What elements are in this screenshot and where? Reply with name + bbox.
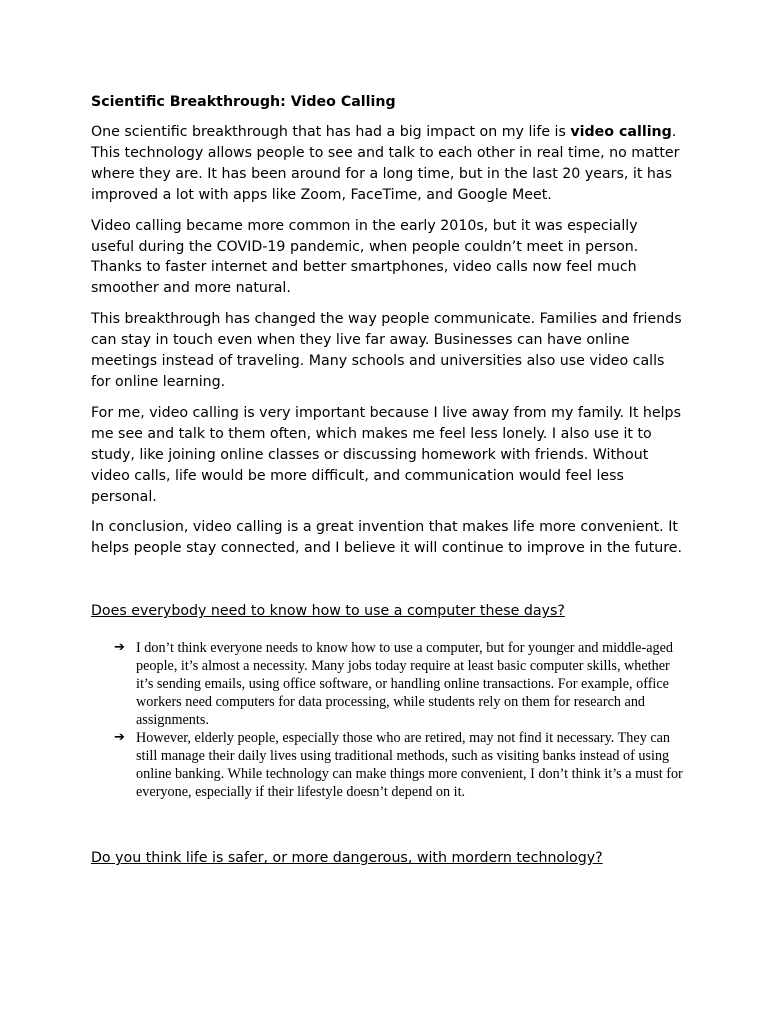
arrow-right-icon: ➔ <box>114 730 125 746</box>
bullet-text: However, elderly people, especially those who are retired, may not find it necessary. They can still manage their daily lives using traditional methods, such as visiting banks instead of using online banking. While technology can make things more convenient, I don’t think it’s a must for everyone, especially if their lifestyle doesn’t depend on it. <box>136 730 683 801</box>
section-gap <box>91 569 683 601</box>
paragraph-personal: For me, video calling is very important because I live away from my family. It helps me see and talk to them often, which makes me feel less lonely. I also use it to study, like joining online classes or discussing homework with friends. Without video calls, life would be more difficult, and communication would feel less personal. <box>91 404 681 505</box>
paragraph-intro-end: . This technology allows people to see and talk to each other in real time, no matter where they are. It has been around for a long time, but in the last 20 years, it has improved a lot with apps like Zoom, FaceTime, and Google Meet. <box>91 124 680 203</box>
bullet-item <box>91 639 683 729</box>
paragraph-intro <box>91 122 683 206</box>
answer-bullet-list <box>91 639 683 801</box>
section-gap <box>91 801 683 848</box>
arrow-right-icon: ➔ <box>114 640 125 656</box>
bullet-text: I don’t think everyone needs to know how to use a computer, but for younger and middle-aged people, it’s almost a necessity. Many jobs today require at least basic computer skills, whether it’s sending emails, using office software, or handling online transactions. For example, office workers need computers for data processing, while students rely on them for research and assignments. <box>136 640 673 729</box>
paragraph-intro-start: One scientific breakthrough that has had a big impact on my life is <box>91 124 571 140</box>
question-computer-usage: Does everybody need to know how to use a computer these days? <box>91 603 565 620</box>
paragraph-conclusion: In conclusion, video calling is a great invention that makes life more convenient. It helps people stay connected, and I believe it will continue to improve in the future. <box>91 519 682 557</box>
paragraph-intro-emphasis: video calling <box>570 124 672 140</box>
document-page <box>91 92 683 868</box>
bullet-item <box>91 729 683 801</box>
paragraph-history: Video calling became more common in the early 2010s, but it was especially useful during the COVID-19 pandemic, when people couldn’t meet in person. Thanks to faster internet and better smartphones, video calls now feel much smoother and more natural. <box>91 217 639 297</box>
document-title: Scientific Breakthrough: Video Calling <box>91 94 396 110</box>
paragraph-impact: This breakthrough has changed the way people communicate. Families and friends can stay in touch even when they live far away. Businesses can have online meetings instead of traveling. Many schools and universities also use video calls for online learning. <box>91 311 682 390</box>
question-technology-safety: Do you think life is safer, or more dangerous, with mordern technology? <box>91 850 603 867</box>
